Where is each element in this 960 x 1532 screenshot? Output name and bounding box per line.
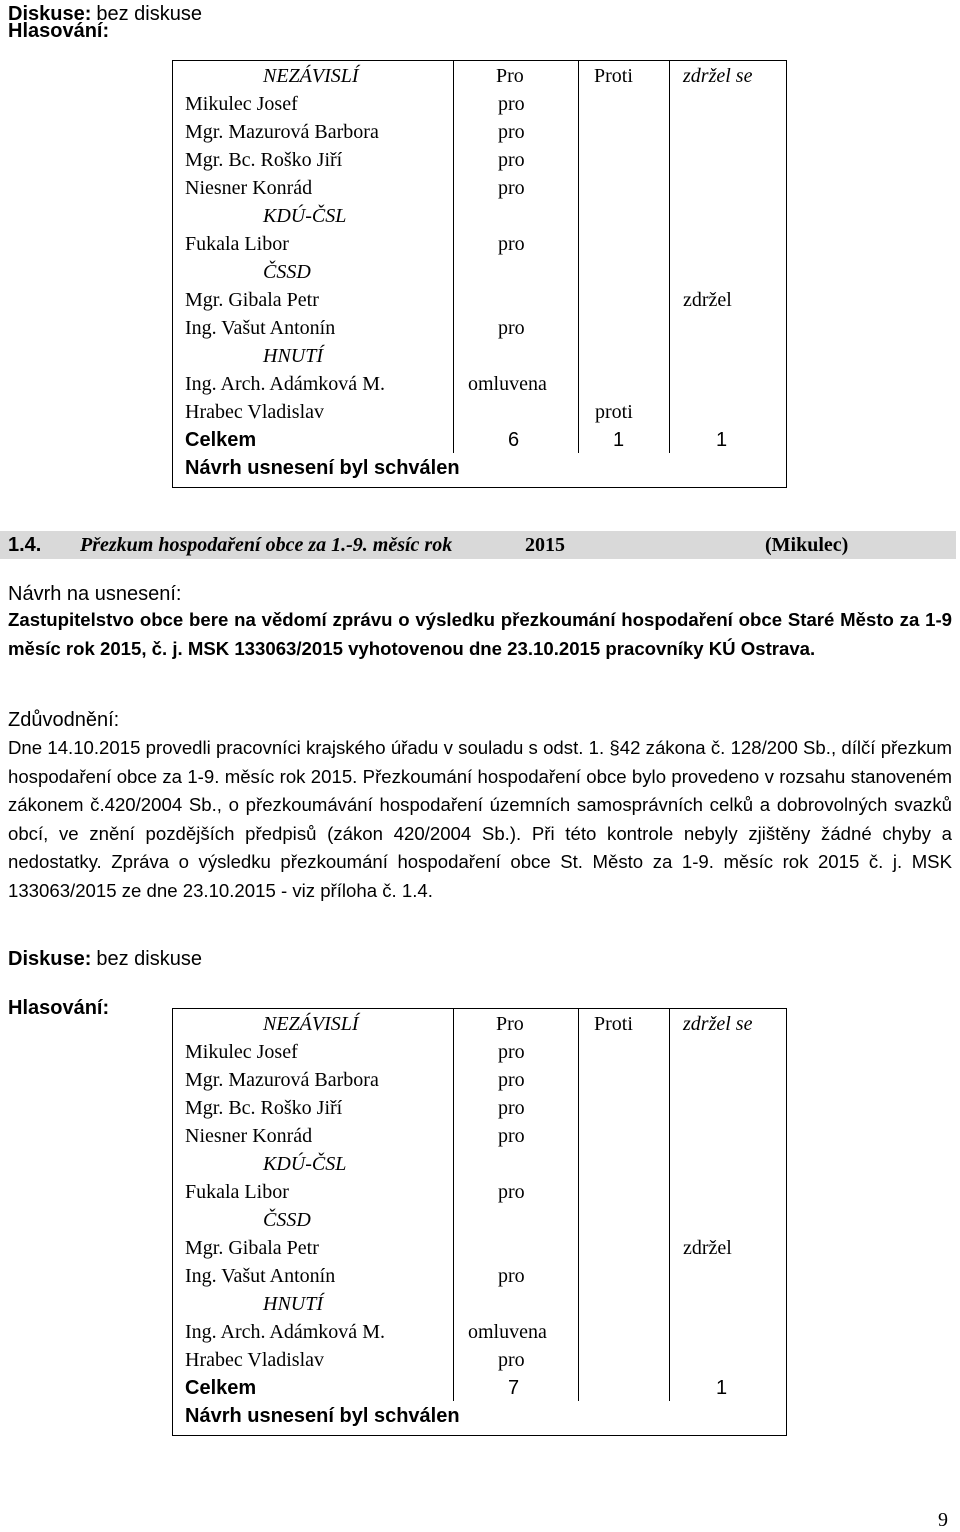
party-row xyxy=(173,1290,786,1318)
party-name: KDÚ-ČSL xyxy=(263,205,347,227)
voting-label: Hlasování: xyxy=(8,20,110,42)
member-name: Mgr. Mazurová Barbora xyxy=(185,1069,379,1091)
result-text: Návrh usnesení byl schválen xyxy=(185,457,460,479)
section-title: Přezkum hospodaření obce za 1.-9. měsíc rok xyxy=(80,534,453,556)
party-row xyxy=(173,202,786,230)
discussion-value: bez diskuse xyxy=(96,3,202,25)
result-row xyxy=(173,454,786,482)
vote-pro: pro xyxy=(498,1349,525,1371)
section-number: 1.4. xyxy=(8,534,42,556)
page-number: 9 xyxy=(938,1509,948,1531)
vote-proti: proti xyxy=(595,401,633,423)
reasoning-text: Dne 14.10.2015 provedli pracovníci krajského úřadu v souladu s odst. 1. §42 zákona č. 128/200 Sb., dílčí přezkum hospodaření obce za 1-9. měsíc rok 2015. Přezkoumání hospodaření obce bylo provedeno v rozsahu stanoveném zákonem č.420/2004 Sb., o přezkoumávání hospodaření územních samosprávních celků a dobrovolných svazků obcí, ve znění pozdějších předpisů (zákon 420/2004 Sb.). Při této kontrole nebyly zjištěny žádné chyby a nedostatky. Zpráva o výsledku přezkoumání hospodaření obce St. Město za 1-9. měsíc rok 2015 č. j. MSK 133063/2015 ze dne 23.10.2015 - viz příloha č. 1.4. xyxy=(8,737,952,901)
section-header xyxy=(0,531,956,559)
total-label: Celkem xyxy=(185,429,257,451)
party-name: KDÚ-ČSL xyxy=(263,1153,347,1175)
party-name: HNUTÍ xyxy=(263,345,324,367)
vote-pro: pro xyxy=(498,1069,525,1091)
party-row xyxy=(173,1206,786,1234)
header-abstain: zdržel se xyxy=(683,65,753,87)
vote-pro: pro xyxy=(498,1181,525,1203)
total-abstain: 1 xyxy=(716,1377,728,1399)
party-name: NEZÁVISLÍ xyxy=(263,1013,359,1035)
vote-pro: pro xyxy=(498,177,525,199)
vote-excused: omluvena xyxy=(468,373,547,395)
total-row xyxy=(173,1374,786,1402)
party-name: ČSSD xyxy=(263,261,311,283)
vote-excused: omluvena xyxy=(468,1321,547,1343)
result-text: Návrh usnesení byl schválen xyxy=(185,1405,460,1427)
table-row xyxy=(173,398,786,426)
table-header-row xyxy=(173,1010,786,1038)
table-row xyxy=(173,314,786,342)
vote-abstain: zdržel xyxy=(683,1237,732,1259)
member-name: Ing. Arch. Adámková M. xyxy=(185,373,385,395)
member-name: Niesner Konrád xyxy=(185,177,313,199)
proposal-text: Zastupitelstvo obce bere na vědomí zprávu o výsledku přezkoumání hospodaření obce Staré Město za 1-9 měsíc rok 2015, č. j. MSK 133063/2015 vyhotovenou dne 23.10.2015 pracovníky KÚ Ostrava. xyxy=(8,609,952,659)
party-row xyxy=(173,342,786,370)
member-name: Ing. Arch. Adámková M. xyxy=(185,1321,385,1343)
header-pro: Pro xyxy=(496,65,524,87)
header-pro: Pro xyxy=(496,1013,524,1035)
vote-pro: pro xyxy=(498,317,525,339)
party-name: NEZÁVISLÍ xyxy=(263,65,359,87)
table-row xyxy=(173,1094,786,1122)
header-proti: Proti xyxy=(594,1013,633,1035)
member-name: Fukala Libor xyxy=(185,233,289,255)
table-row xyxy=(173,118,786,146)
table-row xyxy=(173,286,786,314)
vote-pro: pro xyxy=(498,1097,525,1119)
member-name: Hrabec Vladislav xyxy=(185,1349,325,1371)
table-row xyxy=(173,230,786,258)
vote-table-1 xyxy=(172,60,787,488)
vote-pro: pro xyxy=(498,93,525,115)
reasoning-label: Zdůvodnění: xyxy=(8,709,120,731)
member-name: Mgr. Gibala Petr xyxy=(185,1237,319,1259)
member-name: Mikulec Josef xyxy=(185,1041,298,1063)
member-name: Mgr. Bc. Roško Jiří xyxy=(185,1097,343,1119)
vote-pro: pro xyxy=(498,1041,525,1063)
total-pro: 7 xyxy=(508,1377,520,1399)
table-row xyxy=(173,1318,786,1346)
member-name: Ing. Vašut Antonín xyxy=(185,317,336,339)
member-name: Ing. Vašut Antonín xyxy=(185,1265,336,1287)
table-row xyxy=(173,1122,786,1150)
table-row xyxy=(173,90,786,118)
table-row xyxy=(173,1262,786,1290)
party-row xyxy=(173,258,786,286)
table-row xyxy=(173,146,786,174)
vote-table-2 xyxy=(172,1008,787,1436)
table-row xyxy=(173,1346,786,1374)
section-year: 2015 xyxy=(525,534,565,556)
discussion-line-2 xyxy=(8,945,202,973)
vote-pro: pro xyxy=(498,121,525,143)
table-header-row xyxy=(173,62,786,90)
table-row xyxy=(173,174,786,202)
header-proti: Proti xyxy=(594,65,633,87)
vote-pro: pro xyxy=(498,1265,525,1287)
member-name: Mgr. Bc. Roško Jiří xyxy=(185,149,343,171)
header-abstain: zdržel se xyxy=(683,1013,753,1035)
member-name: Niesner Konrád xyxy=(185,1125,313,1147)
discussion-label-2: Diskuse: xyxy=(8,948,92,970)
result-row xyxy=(173,1402,786,1430)
member-name: Mgr. Gibala Petr xyxy=(185,289,319,311)
table-row xyxy=(173,1178,786,1206)
proposal-label: Návrh na usnesení: xyxy=(8,583,182,605)
total-pro: 6 xyxy=(508,429,520,451)
table-row xyxy=(173,370,786,398)
section-reporter: (Mikulec) xyxy=(765,534,849,556)
total-abstain: 1 xyxy=(716,429,728,451)
total-label: Celkem xyxy=(185,1377,257,1399)
discussion-label: Diskuse: xyxy=(8,3,92,25)
party-row xyxy=(173,1150,786,1178)
vote-abstain: zdržel xyxy=(683,289,732,311)
total-row xyxy=(173,426,786,454)
member-name: Fukala Libor xyxy=(185,1181,289,1203)
total-proti: 1 xyxy=(613,429,625,451)
vote-pro: pro xyxy=(498,149,525,171)
table-row xyxy=(173,1234,786,1262)
vote-pro: pro xyxy=(498,233,525,255)
party-name: HNUTÍ xyxy=(263,1293,324,1315)
discussion-value-2: bez diskuse xyxy=(96,948,202,970)
member-name: Mgr. Mazurová Barbora xyxy=(185,121,379,143)
member-name: Hrabec Vladislav xyxy=(185,401,325,423)
table-row xyxy=(173,1066,786,1094)
party-name: ČSSD xyxy=(263,1209,311,1231)
vote-pro: pro xyxy=(498,1125,525,1147)
member-name: Mikulec Josef xyxy=(185,93,298,115)
voting-label-2: Hlasování: xyxy=(8,997,110,1019)
table-row xyxy=(173,1038,786,1066)
